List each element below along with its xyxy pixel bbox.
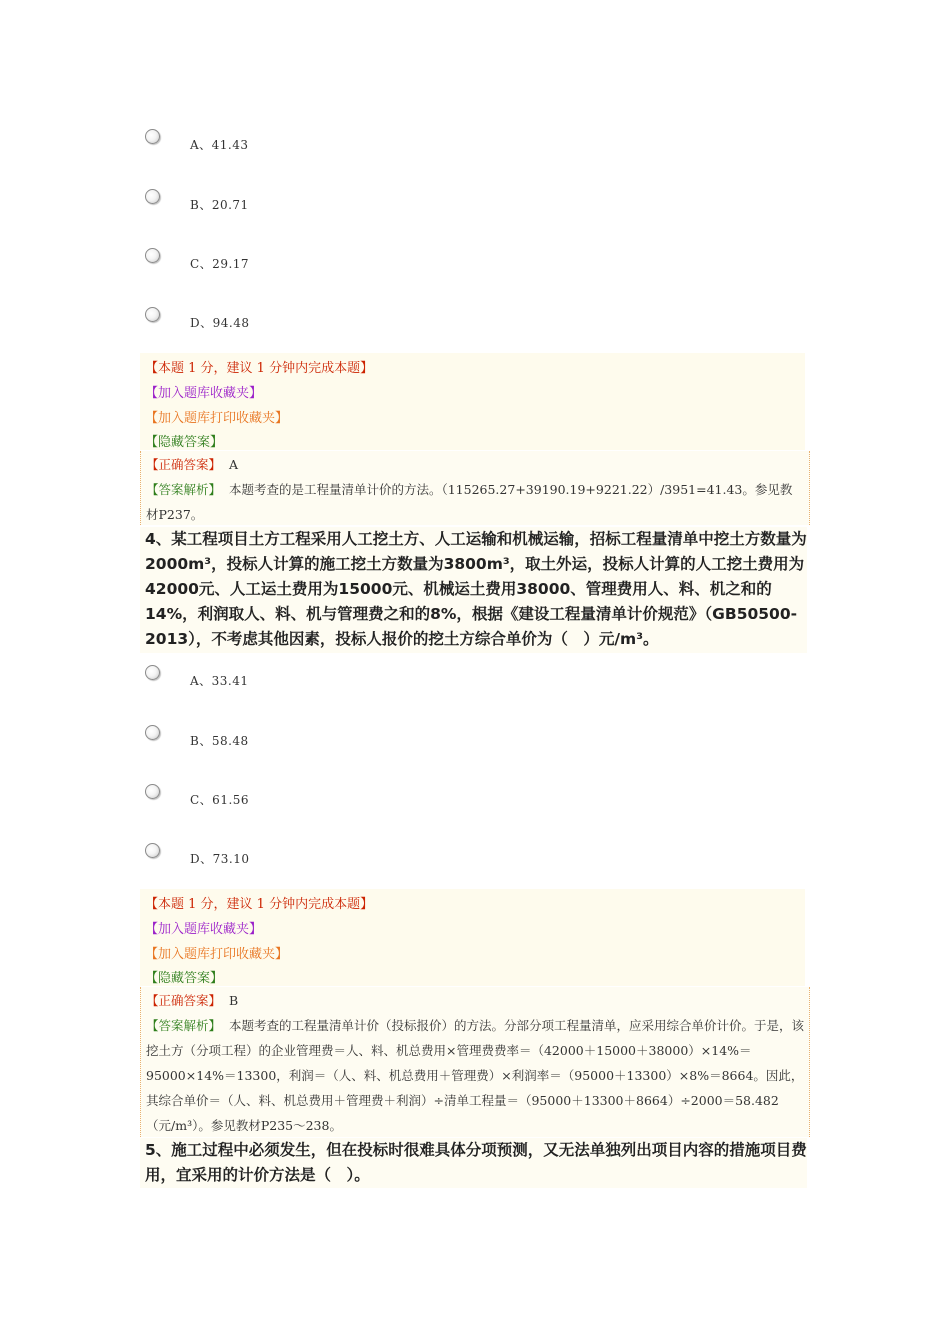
radio-button[interactable] — [145, 248, 160, 263]
question-text: 4、某工程项目土方工程采用人工挖土方、人工运输和机械运输，招标工程量清单中挖土方数量为2000m³，投标人计算的施工挖土方数量为3800m³，取土外运，投标人计算的人工挖土费用为42000元、人工运土费用为15000元、机械运土费用38000、管理费用人、料、机之和的14%，利润取人、料、机与管理费之和的8%，根据《建设工程量清单计价规范》（GB50500-2013），不考虑其他因素，投标人报价的挖土方综合单价为（ ）元/m³。 — [145, 530, 807, 648]
question-text: 5、施工过程中必须发生，但在投标时很难具体分项预测，又无法单独列出项目内容的措施项目费用，宜采用的计价方法是（ ）。 — [145, 1141, 807, 1184]
option-b[interactable] — [145, 197, 445, 221]
correct-answer-value: B — [228, 993, 239, 1008]
option-d[interactable] — [145, 315, 445, 339]
score-hint: 【本题 1 分，建议 1 分钟内完成本题】 — [145, 897, 374, 912]
add-to-print-favorites-link[interactable]: 【加入题库打印收藏夹】 — [145, 411, 289, 426]
radio-button[interactable] — [145, 725, 160, 740]
answer-analysis — [146, 1013, 804, 1138]
option-label: B、20.71 — [190, 198, 249, 212]
option-label: B、58.48 — [190, 734, 249, 748]
analysis-label: 【答案解析】 — [146, 482, 222, 497]
option-b[interactable] — [145, 733, 445, 757]
add-to-favorites-link[interactable]: 【加入题库收藏夹】 — [145, 386, 263, 401]
score-hint: 【本题 1 分，建议 1 分钟内完成本题】 — [145, 361, 374, 376]
radio-button[interactable] — [145, 189, 160, 204]
analysis-text: 本题考查的是工程量清单计价的方法。（115265.27+39190.19+9221.22）/3951=41.43。参见教材P237。 — [146, 482, 793, 522]
option-c[interactable] — [145, 256, 445, 280]
option-label: A、33.41 — [190, 674, 249, 688]
answer-panel — [140, 987, 810, 1137]
option-label: C、29.17 — [190, 257, 250, 271]
option-a[interactable] — [145, 137, 445, 161]
option-a[interactable] — [145, 673, 445, 697]
radio-button[interactable] — [145, 665, 160, 680]
radio-button[interactable] — [145, 129, 160, 144]
option-label: D、73.10 — [190, 852, 250, 866]
correct-answer — [146, 452, 238, 477]
option-d[interactable] — [145, 851, 445, 875]
radio-button[interactable] — [145, 843, 160, 858]
question-info-panel — [140, 353, 805, 450]
option-label: A、41.43 — [190, 138, 249, 152]
add-to-print-favorites-link[interactable]: 【加入题库打印收藏夹】 — [145, 947, 289, 962]
question-5 — [140, 1138, 807, 1188]
hide-answer-link[interactable]: 【隐藏答案】 — [145, 971, 224, 986]
answer-analysis — [146, 477, 804, 527]
correct-answer-value: A — [228, 457, 238, 472]
answer-panel — [140, 451, 810, 525]
radio-button[interactable] — [145, 784, 160, 799]
question-info-panel — [140, 889, 805, 986]
option-label: C、61.56 — [190, 793, 250, 807]
option-label: D、94.48 — [190, 316, 250, 330]
correct-answer-label: 【正确答案】 — [146, 993, 222, 1008]
question-4 — [140, 527, 807, 653]
hide-answer-link[interactable]: 【隐藏答案】 — [145, 435, 224, 450]
radio-button[interactable] — [145, 307, 160, 322]
correct-answer-label: 【正确答案】 — [146, 457, 222, 472]
correct-answer — [146, 988, 238, 1013]
option-c[interactable] — [145, 792, 445, 816]
analysis-label: 【答案解析】 — [146, 1018, 222, 1033]
analysis-text: 本题考查的工程量清单计价（投标报价）的方法。分部分项工程量清单，应采用综合单价计价。于是，该挖土方（分项工程）的企业管理费＝人、料、机总费用×管理费费率＝（42000＋15000＋38000）×14%＝95000×14%＝13300，利润＝（人、料、机总费用＋管理费）×利润率＝（95000＋13300）×8%＝8664。因此，其综合单价＝（人、料、机总费用＋管理费＋利润）÷清单工程量＝（95000＋13300＋8664）÷2000＝58.482（元/m³）。参见教材P235～238。 — [146, 1018, 804, 1133]
add-to-favorites-link[interactable]: 【加入题库收藏夹】 — [145, 922, 263, 937]
